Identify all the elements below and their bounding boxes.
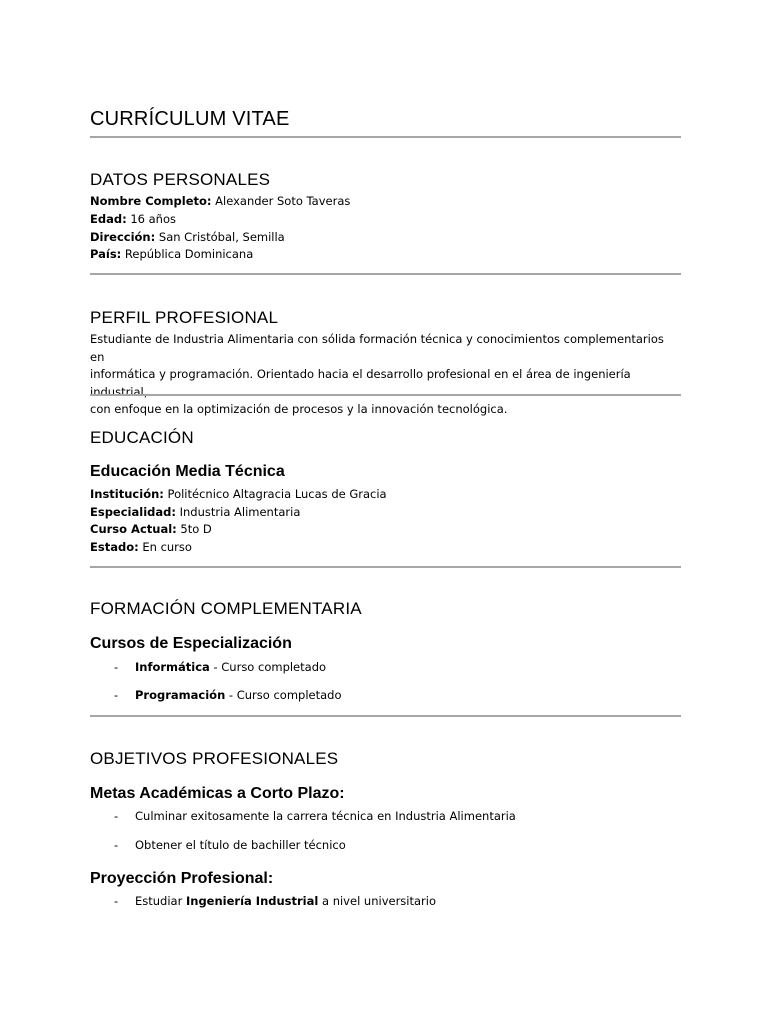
- training-heading: FORMACIÓN COMPLEMENTARIA: [90, 599, 362, 618]
- field-value: 16 años: [130, 212, 176, 226]
- goal-text: Culminar exitosamente la carrera técnica en Industria Alimentaria: [135, 809, 516, 823]
- education-heading: EDUCACIÓN: [90, 428, 194, 447]
- field-label: País:: [90, 247, 122, 261]
- field-value: 5to D: [180, 522, 212, 536]
- personal-field-address: [90, 229, 285, 247]
- personal-data-heading: DATOS PERSONALES: [90, 170, 271, 189]
- profile-line: informática y programación. Orientado hacia el desarrollo profesional en el área de ingeniería industrial,: [90, 367, 631, 399]
- profile-line: Estudiante de Industria Alimentaria con sólida formación técnica y conocimientos complementarios en: [90, 332, 664, 364]
- field-value: San Cristóbal, Semilla: [158, 230, 285, 244]
- course-status: - Curso completado: [225, 688, 342, 702]
- projection-heading: Proyección Profesional:: [90, 870, 274, 887]
- bullet-dash: -: [114, 838, 119, 852]
- bullet-dash: -: [114, 660, 119, 674]
- education-field-status: [90, 539, 192, 557]
- education-field-specialty: [90, 504, 300, 522]
- document-title: CURRÍCULUM VITAE: [90, 108, 290, 130]
- education-divider: [90, 566, 681, 568]
- field-value: Industria Alimentaria: [179, 505, 301, 519]
- field-label: Institución:: [90, 487, 164, 501]
- profile-line: con enfoque en la optimización de procesos y la innovación tecnológica.: [90, 402, 508, 416]
- course-name: Informática: [135, 660, 210, 674]
- field-value: En curso: [142, 540, 192, 554]
- training-subheading: Cursos de Especialización: [90, 635, 292, 652]
- profile-heading: PERFIL PROFESIONAL: [90, 308, 279, 327]
- goal-text: Obtener el título de bachiller técnico: [135, 838, 346, 852]
- field-label: Edad:: [90, 212, 127, 226]
- field-label: Estado:: [90, 540, 139, 554]
- education-subheading: Educación Media Técnica: [90, 463, 285, 480]
- course-name: Programación: [135, 688, 226, 702]
- education-field-institution: [90, 486, 387, 504]
- projection-before: Estudiar: [135, 894, 186, 908]
- field-label: Nombre Completo:: [90, 194, 212, 208]
- training-divider: [90, 715, 681, 717]
- field-value: República Dominicana: [124, 247, 254, 261]
- profile-divider: [90, 394, 681, 396]
- projection-text: [135, 893, 436, 911]
- bullet-dash: -: [114, 894, 119, 908]
- short-term-goals-heading: Metas Académicas a Corto Plazo:: [90, 785, 345, 802]
- education-field-course: [90, 521, 212, 539]
- field-label: Dirección:: [90, 230, 156, 244]
- personal-field-age: [90, 211, 176, 229]
- field-value: Politécnico Altagracia Lucas de Gracia: [167, 487, 387, 501]
- profile-summary: [90, 331, 681, 419]
- bullet-dash: -: [114, 688, 119, 702]
- field-label: Especialidad:: [90, 505, 176, 519]
- personal-divider: [90, 273, 681, 275]
- projection-after: a nivel universitario: [318, 894, 436, 908]
- personal-field-country: [90, 246, 253, 264]
- course-status: - Curso completado: [209, 660, 327, 674]
- projection-degree: Ingeniería Industrial: [185, 894, 319, 908]
- title-divider: [90, 136, 681, 138]
- field-label: Curso Actual:: [90, 522, 177, 536]
- bullet-dash: -: [114, 809, 119, 823]
- objectives-heading: OBJETIVOS PROFESIONALES: [90, 749, 339, 768]
- field-value: Alexander Soto Taveras: [215, 194, 351, 208]
- personal-field-name: [90, 193, 350, 211]
